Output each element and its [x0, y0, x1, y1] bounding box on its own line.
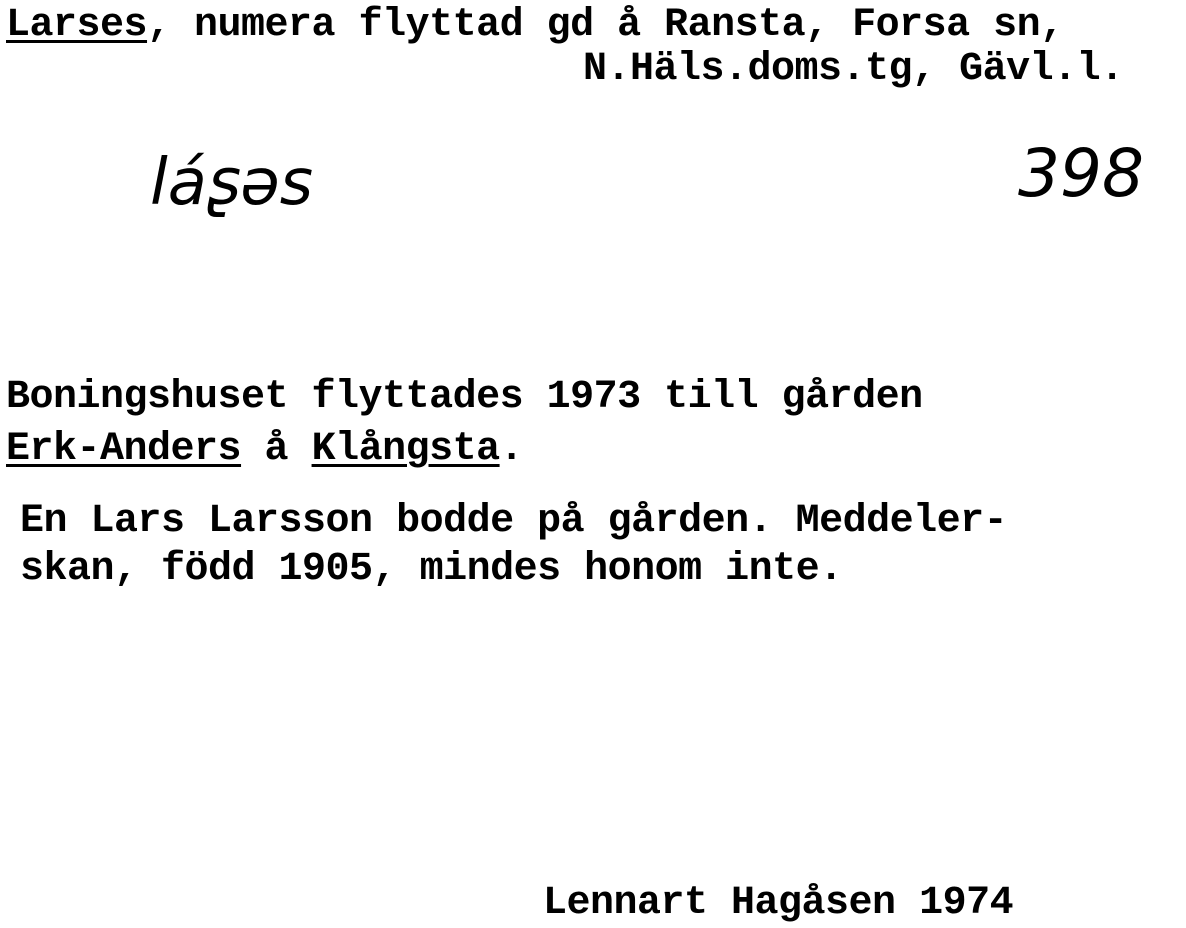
header-line-2: N.Häls.doms.tg, Gävl.l.	[583, 47, 1124, 92]
note-2-line-1: En Lars Larsson bodde på gården. Meddeler-	[20, 499, 1008, 544]
note-1-connector: å	[241, 427, 312, 472]
phonetic-transcription: láʂəs	[150, 146, 314, 220]
note-1-line-2	[6, 428, 523, 472]
note-2-line-2: skan, född 1905, mindes honom inte.	[20, 547, 843, 592]
headword: Larses	[6, 3, 148, 48]
card-number: 398	[1018, 135, 1144, 212]
header-location: , numera flyttad gd å Ransta, Forsa sn,	[147, 3, 1064, 48]
signature: Lennart Hagåsen 1974	[543, 881, 1014, 926]
place-klangsta: Klångsta	[311, 427, 500, 472]
note-1-period: .	[499, 427, 524, 472]
place-erk-anders: Erk-Anders	[6, 427, 242, 472]
header-line-1	[6, 4, 1064, 48]
note-1-line-1: Boningshuset flyttades 1973 till gården	[6, 375, 923, 420]
